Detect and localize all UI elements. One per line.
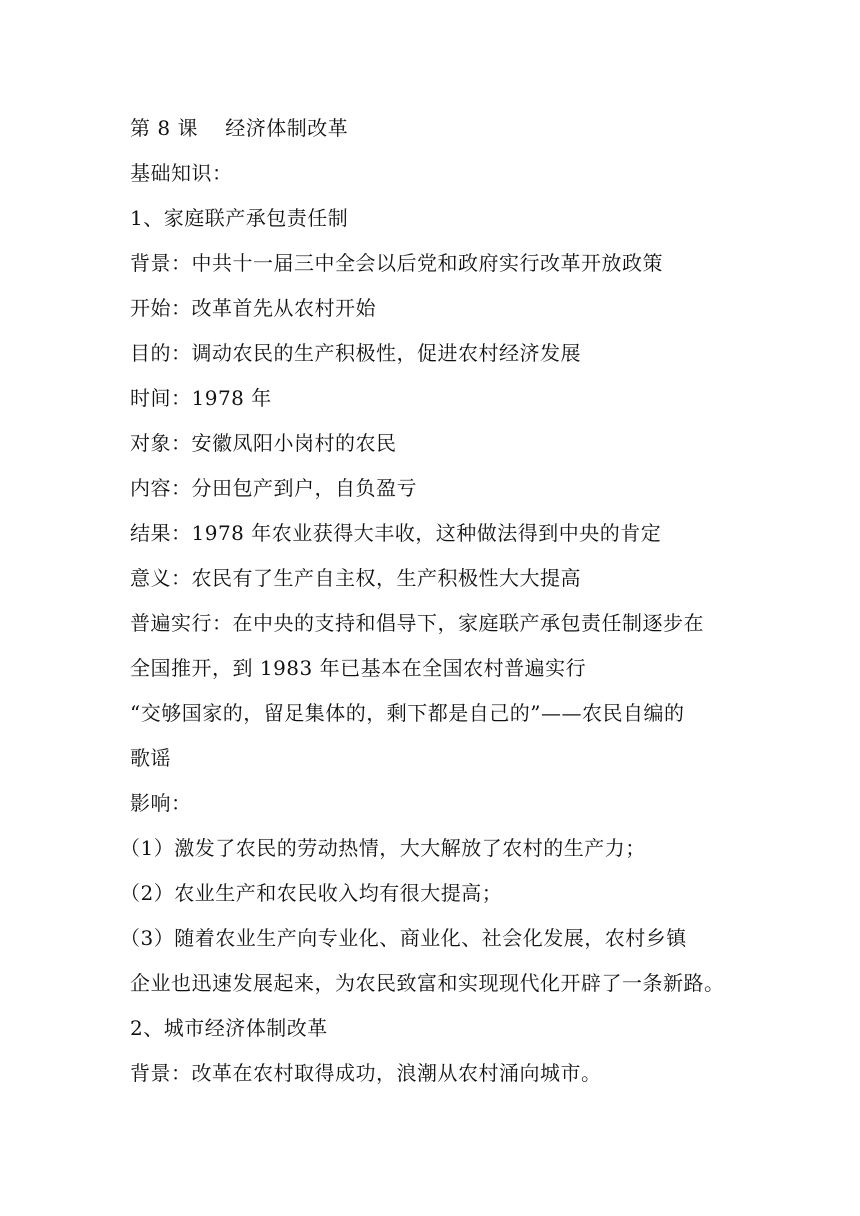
text-line-purpose: 目的：调动农民的生产积极性，促进农村经济发展 [130, 341, 581, 365]
lesson-title: 第 8 课 经济体制改革 [130, 116, 349, 140]
subsection-heading-urban-reform: 2、城市经济体制改革 [130, 1016, 328, 1040]
text-line-general-adoption-cont: 全国推开，到 1983 年已基本在全国农村普遍实行 [130, 656, 587, 680]
list-item-impact-1: （1）激发了农民的劳动热情，大大解放了农村的生产力； [120, 836, 646, 860]
text-line-content: 内容：分田包产到户，自负盈亏 [130, 476, 417, 500]
text-line-quote: “交够国家的，留足集体的，剩下都是自己的”——农民自编的 [130, 701, 685, 725]
list-item-impact-3-cont: 企业也迅速发展起来，为农民致富和实现现代化开辟了一条新路。 [130, 971, 725, 995]
subsection-heading-household-contract: 1、家庭联产承包责任制 [130, 206, 349, 230]
section-heading-basics: 基础知识： [130, 161, 233, 185]
list-item-impact-3: （3）随着农业生产向专业化、商业化、社会化发展，农村乡镇 [120, 926, 687, 950]
list-item-impact-2: （2）农业生产和农民收入均有很大提高； [120, 881, 503, 905]
text-line-general-adoption: 普遍实行：在中央的支持和倡导下，家庭联产承包责任制逐步在 [130, 611, 704, 635]
text-line-subject: 对象：安徽凤阳小岗村的农民 [130, 431, 397, 455]
text-line-start: 开始：改革首先从农村开始 [130, 296, 376, 320]
text-line-time: 时间：1978 年 [130, 386, 272, 410]
text-line-impact-heading: 影响： [130, 791, 192, 815]
text-line-significance: 意义：农民有了生产自主权，生产积极性大大提高 [130, 566, 581, 590]
text-line-quote-cont: 歌谣 [130, 746, 171, 770]
text-line-background: 背景：中共十一届三中全会以后党和政府实行改革开放政策 [130, 251, 663, 275]
text-line-result: 结果：1978 年农业获得大丰收，这种做法得到中央的肯定 [130, 521, 662, 545]
text-line-urban-background: 背景：改革在农村取得成功，浪潮从农村涌向城市。 [130, 1061, 602, 1085]
